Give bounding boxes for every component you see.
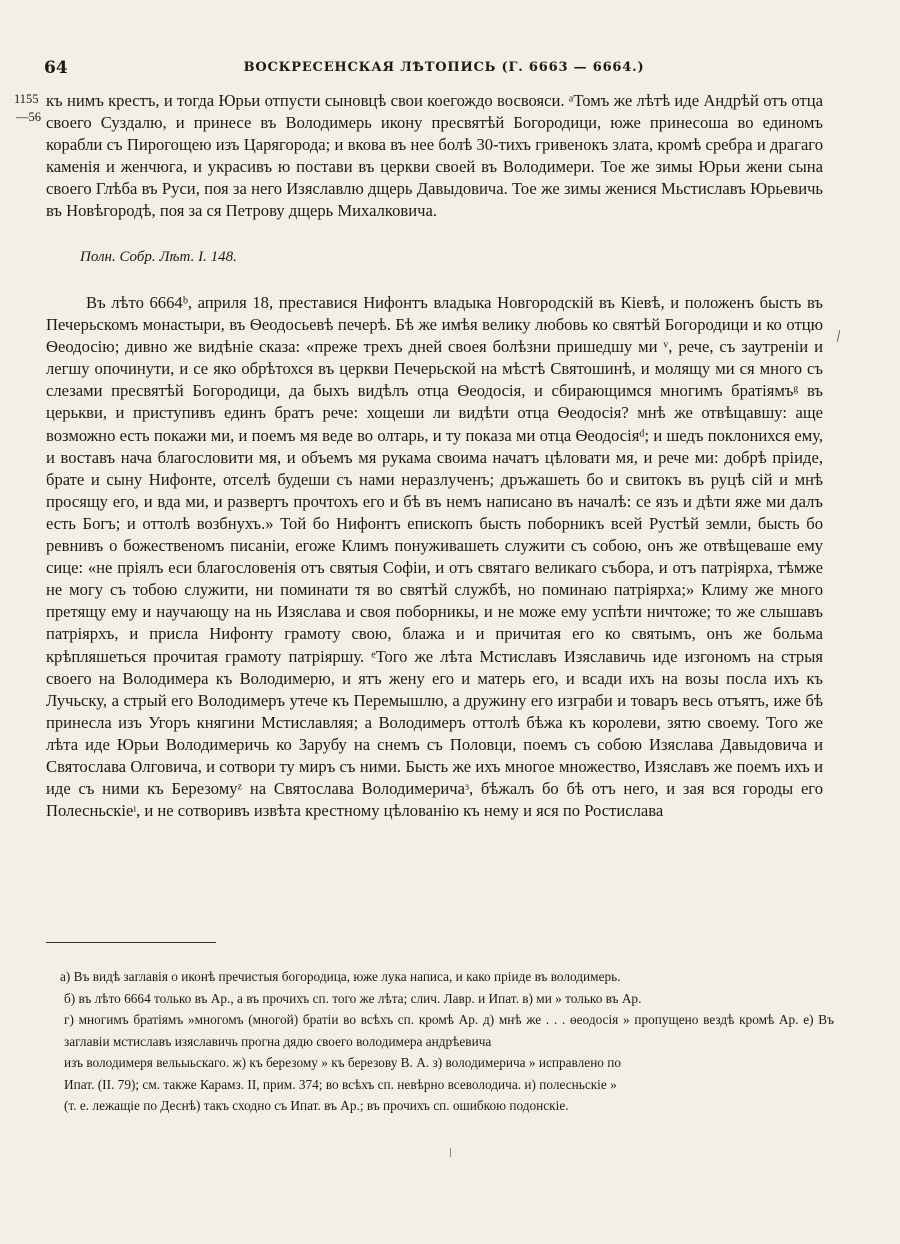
- source-citation: Полн. Собр. Лѣт. I. 148.: [80, 249, 237, 265]
- margin-year-bottom: —56: [16, 110, 41, 124]
- footnote-line: (т. е. лежащіе по Деснѣ) такъ сходно съ Ипат. въ Ар.; въ прочихъ сп. ошибкою подонскіе.: [64, 1098, 569, 1113]
- margin-year-top: 1155: [14, 92, 39, 106]
- stray-ink-mark: [450, 1148, 451, 1157]
- page-header: [44, 58, 844, 82]
- page-number: 64: [44, 58, 68, 78]
- paragraph-2: Въ лѣто 6664ᵇ, априля 18, преставися Нифонтъ владыка Новгородскій въ Кіевѣ, и положенъ бысть въ Печерьскомъ монастыри, въ Ѳеодосьевѣ печерѣ. Бѣ же имѣя велику любовь ко святѣй Богородици и ко отцю Ѳеодосію; дивно же видѣніе сказа: «преже трехъ дней своея болѣзни пришедшу ми ᵛ, рече, съ заутреніи и легшу опочинути, и се яко обрѣтохся въ церкви Печерьской на мѣстѣ Святошинѣ, и молящу ми ся много съ слезами пресвятѣй Богородици, да быхъ видѣлъ отца Ѳеодосія, и сбирающимся многимъ братіямъᵍ въ церькви, и приступивъ единъ братъ рече: хощеши ли видѣти отца Ѳеодосія? мнѣ же отвѣщавшу: аще возможно есть покажи ми, и поемъ мя веде во олтарь, и ту показа ми отца Ѳеодосіяᵈ; и шедъ поклонихся ему, и воставъ нача благословити мя, и объемъ мя рукама своима начатъ цѣловати мя, и рече ми: добрѣ пріиде, брате и сыну Нифонте, отселѣ будеши съ нами неразлученъ; дръжашеть бо и свитокъ въ руцѣ сій и мнѣ просящу его, и вда ми, и развертъ прочтохъ его и бѣ въ немъ написано въ началѣ: се язъ и дѣти яже ми далъ есть Богъ; и оттолѣ возбнухъ.» Той бо Нифонтъ епископъ бысть поборникъ всей Рустѣй земли, бысть бо ревнивъ о божественомъ писаніи, егоже Климъ понуживашеть служити съ собою, онъ же отвѣщеваше ему сице: «не пріялъ еси благословенія отъ святыя Софіи, и отъ святаго великаго събора, и отъ патріярха, тѣмже не могу съ тобою служити, ни поминати тя во святѣй службѣ, но поминаю патріярха;» Климу же много претящу ему и научающу на нь Изяслава и своя поборникы, и не може ему успѣти ничтоже; то же слышавъ патріярхъ, и присла Нифонту грамоту свою, блажа и и причитая его ко святымъ, онъ же больма крѣпляшеться прочитая грамоту патріяршу. ᵉТого же лѣта Мстиславъ Изяславичь иде изгономъ на стрыя своего на Володимера къ Володимерю, и ятъ жену его и матерь его, и всади ихъ на возы посла ихъ къ Лучьску, а стрый его Володимеръ утече къ Перемышлю, а дружину его изграби и товаръ весь отъятъ, иже бѣ принесла изъ Угоръ княгини Мстиславляя; а Володимеръ оттолѣ бѣжа къ королеви, зятю своему. Того же лѣта иде Юрьи Володимеричь ко Зарубу на снемъ съ Половци, поемъ съ собою Изяслава Давыдовича и Святослава Олговича, и сотвори ту миръ съ ними. Бысть же ихъ многое множество, Изяславъ же поемъ ихъ и иде съ ними къ Березомуᶻ на Святослава Володимеричаᶟ, бѣжалъ бо бѣ отъ него, и зая вся городы его Полесньскіеᶦ, и не сотворивъ извѣта крестному цѣлованію къ нему и яся по Ростислава: [46, 293, 823, 821]
- footnote-line: а) Въ видѣ заглавія о иконѣ пречистыя богородица, юже лука написа, и како пріиде въ володимерь.: [60, 969, 621, 984]
- footnote-line: изъ володимеря вельыьскаго. ж) къ березому » къ березову В. А. з) володимерича » исправлено по: [64, 1055, 622, 1070]
- footnotes: [60, 966, 834, 1117]
- footnote-line: б) въ лѣто 6664 только въ Ар., а въ прочихъ сп. того же лѣта; слич. Лавр. и Ипат. в) ми » только въ Ар.: [64, 990, 642, 1006]
- footnote-rule: [46, 942, 216, 943]
- running-title: ВОСКРЕСЕНСКАЯ ЛѢТОПИСЬ (Г. 6663 — 6664.): [243, 60, 645, 75]
- paragraph-1: къ нимъ крестъ, и тогда Юрьи отпусти сыновцѣ свои коегождо восвояси. ᵃТомъ же лѣтѣ иде Андрѣй отъ отца своего Суздалю, и принесе въ Володимерь икону пресвятѣй Богородици, юже принесоша во единомъ корабли съ Пирогощею изъ Царягорода; и вкова въ нее болѣ 30-тихъ гривенокъ злата, кромѣ сребра и драгаго каменія и женчюга, и украсивъ ю постави въ церкви своей въ Володимери. Тое же зимы Юрьи жени сына своего Глѣба въ Руси, поя за него Изяславлю дщерь Давыдовича. Тое же зимы женися Мьстиславъ Юрьевичь въ Новѣгородѣ, поя за ся Петрову дщерь Михалковича.: [46, 91, 823, 221]
- stray-ink-mark: [837, 330, 840, 342]
- footnote-line: Ипат. (II. 79); см. также Карамз. II, прим. 374; во всѣхъ сп. невѣрно всеволодича. и) полесньскіе »: [64, 1076, 617, 1092]
- footnote-line: г) многимъ братіямъ »многомъ (многой) братіи во всѣхъ сп. кромѣ Ар. д) мнѣ же . . . ѳеодосія » пропущено вездѣ кромѣ Ар. е) Въ заглавіи мстиславъ изяславичь прогна дядю своего володимера андрѣевича: [64, 1012, 834, 1049]
